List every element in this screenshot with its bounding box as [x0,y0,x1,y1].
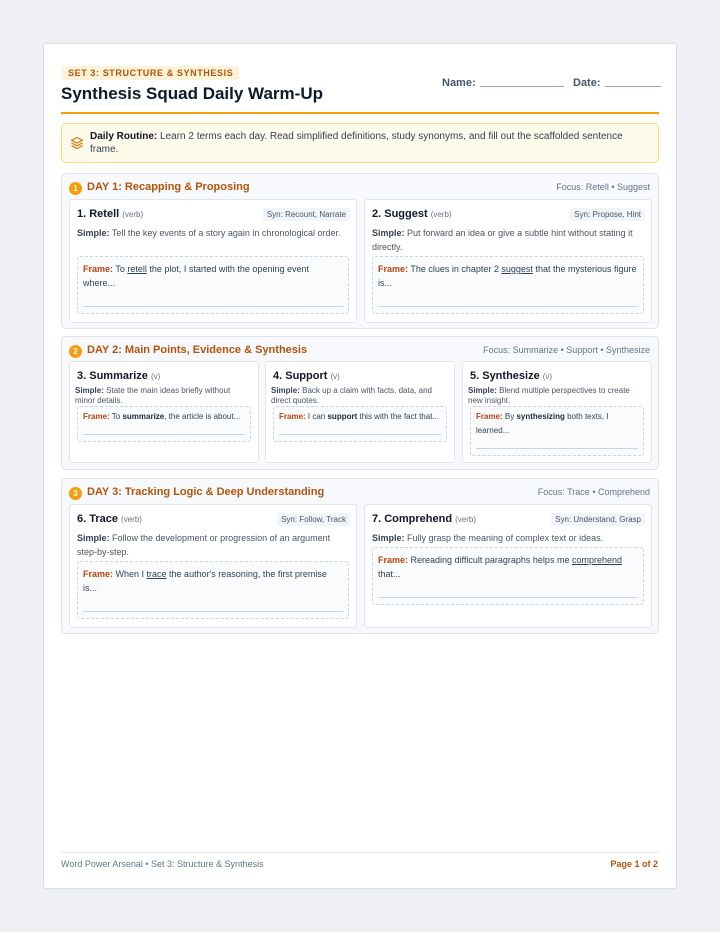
vocab-card-summarize [69,361,259,463]
layers-icon [70,136,84,150]
part-of-speech: (verb) [430,210,452,219]
date-field[interactable] [573,77,661,89]
simple-definition [468,386,644,406]
frame-text [378,262,638,290]
page-number: Page 1 of 2 [610,859,658,869]
term-name: 1. Retell [77,208,120,220]
part-of-speech: (verb) [122,210,144,219]
term-name: 2. Suggest [372,208,428,220]
footer-title: Word Power Arsenal • Set 3: Structure & Synthesis [61,859,264,869]
day-focus: Focus: Trace • Comprehend [537,487,650,497]
frame-keyword: suggest [501,264,533,274]
simple-label: Simple: [468,386,497,395]
synonym-badge: Syn: Recount, Narrate [263,208,350,221]
frame-keyword: summarize [122,412,165,421]
daily-routine-callout [61,123,659,163]
frame-pre: When I [113,569,147,579]
synonym-badge: Syn: Follow, Track [277,513,350,526]
synonym-badge: Syn: Understand, Grasp [551,513,645,526]
simple-definition [77,226,349,240]
simple-text: Blend multiple perspectives to create new insight. [468,386,630,405]
frame-pre: I can [305,412,328,421]
frame-pre: Rereading difficult paragraphs helps me [408,555,572,565]
vocab-card-synthesize [462,361,652,463]
set-badge: SET 3: STRUCTURE & SYNTHESIS [62,66,239,80]
frame-label: Frame: [378,555,409,565]
frame-text [83,262,343,290]
simple-label: Simple: [271,386,300,395]
frame-label: Frame: [378,264,409,274]
frame-post: that... [378,569,401,579]
vocab-card-support [265,361,455,463]
day-focus: Focus: Retell • Suggest [556,182,650,192]
worksheet-page [43,43,677,889]
routine-label: Daily Routine: [90,131,158,142]
day-title: DAY 2: Main Points, Evidence & Synthesis [87,344,308,356]
simple-text: Tell the key events of a story again in chronological order. [109,228,341,238]
frame-post: the author's reasoning, the first premise is... [83,569,327,593]
term-name: 7. Comprehend [372,513,453,525]
simple-definition [77,531,349,559]
frame-text [476,410,638,438]
frame-label: Frame: [83,412,110,421]
name-label: Name: [442,77,476,89]
sentence-frame[interactable] [470,406,644,456]
part-of-speech: (verb) [121,515,142,524]
term-heading [77,513,142,525]
sentence-frame[interactable] [77,256,349,314]
synonym-badge: Syn: Propose, Hint [570,208,645,221]
sentence-frame[interactable] [372,256,644,314]
term-heading [77,208,143,220]
writing-line[interactable] [83,611,343,612]
frame-label: Frame: [83,569,114,579]
frame-post: that the mysterious figure is... [378,264,637,288]
term-name: 3. Summarize [77,370,148,382]
frame-keyword: retell [127,264,147,274]
frame-post: , the article is about... [164,412,241,421]
writing-line[interactable] [476,448,638,449]
frame-post: this with the fact that... [357,412,440,421]
page-title: Synthesis Squad Daily Warm-Up [61,84,323,103]
frame-text [279,410,441,424]
term-name: 5. Synthesize [470,370,540,382]
simple-text: Back up a claim with facts, data, and direct quotes. [271,386,432,405]
date-blank[interactable] [605,86,661,87]
simple-definition [372,226,644,254]
part-of-speech: (v) [150,372,161,381]
frame-pre: The clues in chapter 2 [408,264,502,274]
frame-keyword: comprehend [571,555,622,565]
day-number-badge: 2 [69,345,82,358]
frame-pre: By [502,412,517,421]
sentence-frame[interactable] [77,561,349,619]
term-name: 4. Support [273,370,328,382]
footer-divider [61,852,659,853]
day-3-section [61,478,659,634]
frame-pre: To [113,264,128,274]
writing-line[interactable] [83,434,245,435]
frame-text [83,410,245,424]
simple-text: Fully grasp the meaning of complex text or ideas. [404,533,604,543]
day-focus: Focus: Summarize • Support • Synthesize [483,345,650,355]
day-number-badge: 3 [69,487,82,500]
frame-post: both texts, I learned... [476,412,609,435]
vocab-card-retell [69,199,357,323]
term-heading [372,513,476,525]
vocab-card-suggest [364,199,652,323]
day-number-badge: 1 [69,182,82,195]
frame-text [83,567,343,595]
writing-line[interactable] [378,597,638,598]
frame-text [378,553,638,581]
routine-body: Learn 2 terms each day. Read simplified definitions, study synonyms, and fill out the scaffolded sentence frame. [90,131,623,155]
frame-pre: To [109,412,123,421]
term-heading [470,370,552,382]
frame-keyword: support [327,412,358,421]
term-name: 6. Trace [77,513,118,525]
writing-line[interactable] [279,434,441,435]
term-heading [273,370,340,382]
part-of-speech: (v) [330,372,340,381]
name-field[interactable] [442,77,564,89]
day-2-section [61,336,659,470]
simple-label: Simple: [75,386,104,395]
writing-line[interactable] [83,306,343,307]
part-of-speech: (verb) [455,515,477,524]
day-title: DAY 3: Tracking Logic & Deep Understanding [87,486,325,498]
name-blank[interactable] [480,86,564,87]
simple-label: Simple: [77,228,110,238]
header-divider [61,112,659,114]
day-title: DAY 1: Recapping & Proposing [87,181,250,193]
simple-label: Simple: [372,228,405,238]
routine-text [90,130,648,156]
day-1-section [61,173,659,329]
simple-definition [271,386,447,406]
simple-definition [372,531,644,545]
simple-label: Simple: [77,533,110,543]
frame-keyword: synthesizing [516,412,565,421]
simple-definition [75,386,251,406]
sentence-frame[interactable] [77,406,251,442]
frame-label: Frame: [279,412,306,421]
date-label: Date: [573,77,601,89]
simple-text: Follow the development or progression of an argument step-by-step. [77,533,331,557]
vocab-card-trace [69,504,357,628]
vocab-card-comprehend [364,504,652,628]
writing-line[interactable] [378,306,638,307]
simple-text: Put forward an idea or give a subtle hint without stating it directly. [372,228,633,252]
frame-label: Frame: [476,412,503,421]
term-heading [77,370,160,382]
simple-label: Simple: [372,533,405,543]
term-heading [372,208,452,220]
part-of-speech: (v) [542,372,553,381]
sentence-frame[interactable] [372,547,644,605]
frame-keyword: trace [146,569,167,579]
simple-text: State the main ideas briefly without minor details. [75,386,231,405]
frame-post: the plot, I started with the opening event where... [83,264,309,288]
sentence-frame[interactable] [273,406,447,442]
frame-label: Frame: [83,264,114,274]
